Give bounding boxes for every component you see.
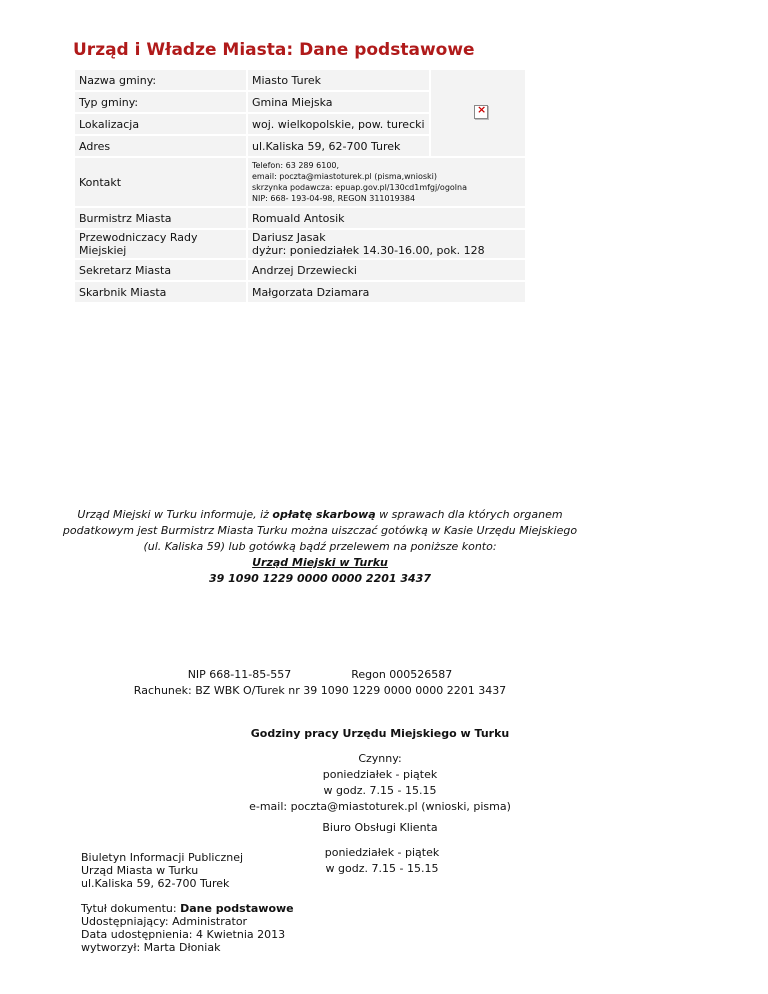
row-label: Sekretarz Miasta xyxy=(75,260,246,280)
image-cell xyxy=(431,70,525,156)
broken-image-icon xyxy=(474,105,488,119)
row-label: Kontakt xyxy=(75,158,246,206)
row-label: Przewodniczacy Rady Miejskiej xyxy=(75,230,246,258)
doc-author: wytworzył: Marta Dłoniak xyxy=(81,941,221,954)
account-number: 39 1090 1229 0000 0000 2201 3437 xyxy=(209,572,431,585)
bip-line: Urząd Miasta w Turku xyxy=(81,864,199,877)
row-value: Miasto Turek xyxy=(248,70,429,90)
document-metadata xyxy=(81,902,294,954)
row-value xyxy=(248,230,525,258)
table-row xyxy=(75,282,525,302)
contact-nip: NIP: 668- 193-04-98, REGON 311019384 xyxy=(252,194,416,203)
contact-details xyxy=(248,158,525,206)
row-label: Adres xyxy=(75,136,246,156)
bok-time: w godz. 7.15 - 15.15 xyxy=(325,862,439,875)
bank-account-text: Rachunek: BZ WBK O/Turek nr 39 1090 1229 0000 0000 2201 3437 xyxy=(133,684,507,697)
row-value: ul.Kaliska 59, 62-700 Turek xyxy=(248,136,429,156)
bip-line: ul.Kaliska 59, 62-700 Turek xyxy=(81,877,230,890)
table-row xyxy=(75,70,525,90)
customer-office-hours xyxy=(232,845,532,877)
table-row xyxy=(75,260,525,280)
hours-time: w godz. 7.15 - 15.15 xyxy=(323,784,437,797)
row-label: Lokalizacja xyxy=(75,114,246,134)
row-value: woj. wielkopolskie, pow. turecki xyxy=(248,114,429,134)
bank-name: Urząd Miejski w Turku xyxy=(252,556,388,569)
row-value: Andrzej Drzewiecki xyxy=(248,260,525,280)
row-label: Typ gminy: xyxy=(75,92,246,112)
row-label: Skarbnik Miasta xyxy=(75,282,246,302)
bip-line: Biuletyn Informacji Publicznej xyxy=(81,851,244,864)
tax-ids xyxy=(100,667,540,699)
nip-text: NIP 668-11-85-557 xyxy=(187,668,292,681)
office-hours-heading: Godziny pracy Urzędu Miejskiego w Turku xyxy=(250,727,510,740)
hours-open-label: Czynny: xyxy=(358,752,402,765)
contact-phone: Telefon: 63 289 6100, xyxy=(252,161,340,170)
row-value: Romuald Antosik xyxy=(248,208,525,228)
row-value: Gmina Miejska xyxy=(248,92,429,112)
row-value: Małgorzata Dziamara xyxy=(248,282,525,302)
contact-email: email: poczta@miastoturek.pl (pisma,wnioski) xyxy=(252,172,437,181)
table-row xyxy=(75,230,525,258)
info-table xyxy=(73,68,527,304)
doc-title-value: Dane podstawowe xyxy=(180,902,294,915)
doc-shared-by: Udostępniający: Administrator xyxy=(81,915,248,928)
office-hours xyxy=(230,751,530,815)
table-row xyxy=(75,158,525,206)
notice-text: w sprawach dla których organem podatkowym jest Burmistrz Miasta Turku można uiszczać gotówką w Kasie Urzędu Miejskiego (ul. Kaliska 59) lub gotówką bądź przelewem na poniższe konto: xyxy=(62,508,578,553)
hours-email: e-mail: poczta@miastoturek.pl (wnioski, pisma) xyxy=(249,800,511,813)
chairman-name: Dariusz Jasak xyxy=(252,231,326,244)
doc-title xyxy=(81,902,294,915)
regon-text: Regon 000526587 xyxy=(351,668,453,681)
customer-office-label: Biuro Obsługi Klienta xyxy=(322,821,438,834)
notice-bold: opłatę skarbową xyxy=(272,508,376,521)
hours-days: poniedziałek - piątek xyxy=(322,768,438,781)
page-title: Urząd i Władze Miasta: Dane podstawowe xyxy=(73,40,475,60)
doc-date: Data udostępnienia: 4 Kwietnia 2013 xyxy=(81,928,286,941)
row-label: Burmistrz Miasta xyxy=(75,208,246,228)
bok-days: poniedziałek - piątek xyxy=(324,846,440,859)
table-row xyxy=(75,208,525,228)
chairman-duty: dyżur: poniedziałek 14.30-16.00, pok. 128 xyxy=(252,244,485,257)
contact-epuap: skrzynka podawcza: epuap.gov.pl/130cd1mfgj/ogolna xyxy=(252,183,467,192)
bip-footer xyxy=(81,851,243,890)
row-label: Nazwa gminy: xyxy=(75,70,246,90)
notice-text: Urząd Miejski w Turku informuje, iż xyxy=(77,508,273,521)
stamp-fee-notice xyxy=(60,507,580,587)
doc-title-label: Tytuł dokumentu: xyxy=(81,902,181,915)
